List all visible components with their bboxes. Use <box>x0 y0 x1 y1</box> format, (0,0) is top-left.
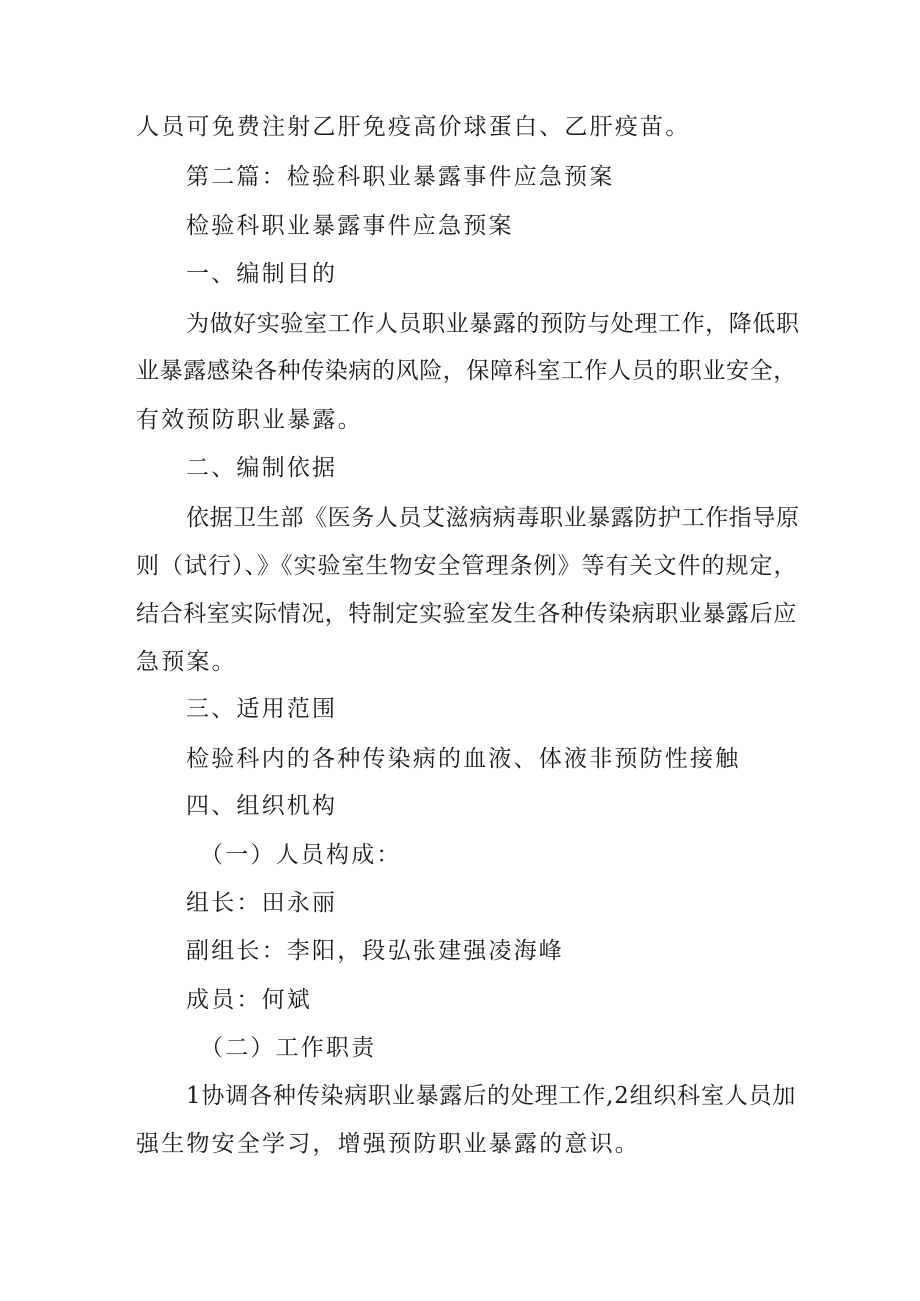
text-line: 结合科室实际情况，特制定实验室发生各种传染病职业暴露后应 <box>136 601 797 627</box>
text-line: 急预案。 <box>136 649 237 675</box>
section-heading: 四、组织机构 <box>186 793 338 819</box>
text-line: 检验科内的各种传染病的血液、体液非预防性接触 <box>186 746 741 772</box>
document-title: 检验科职业暴露事件应急预案 <box>186 213 514 239</box>
text-line: 依据卫生部《医务人员艾滋病病毒职业暴露防护工作指导原 <box>186 505 800 531</box>
section-heading: 一、编制目的 <box>186 261 338 287</box>
section-heading: 三、适用范围 <box>186 696 338 722</box>
text-line: 副组长：李阳，段弘张建强凌海峰 <box>186 938 564 964</box>
text-line: 成员：何斌 <box>186 987 312 1013</box>
text-line: 强生物安全学习，增强预防职业暴露的意识。 <box>136 1131 640 1157</box>
text-line: 则（试行）、》《实验室生物安全管理条例》等有关文件的规定， <box>136 553 798 579</box>
subsection-heading: （一）人员构成： <box>200 842 402 868</box>
section-heading: 二、编制依据 <box>186 455 338 481</box>
text-line: 业暴露感染各种传染病的风险，保障科室工作人员的职业安全， <box>136 358 797 384</box>
text-line: 有效预防职业暴露。 <box>136 407 363 433</box>
text-line: 为做好实验室工作人员职业暴露的预防与处理工作，降低职 <box>186 311 800 337</box>
section-heading: 第二篇：检验科职业暴露事件应急预案 <box>186 164 615 190</box>
text-line: 人员可免费注射乙肝免疫高价球蛋白、乙肝疫苗。 <box>136 114 691 140</box>
subsection-heading: （二）工作职责 <box>200 1035 377 1061</box>
text-line: 组长：田永丽 <box>186 890 338 916</box>
text-line: 1协调各种传染病职业暴露后的处理工作,2组织科室人员加 <box>186 1083 797 1109</box>
